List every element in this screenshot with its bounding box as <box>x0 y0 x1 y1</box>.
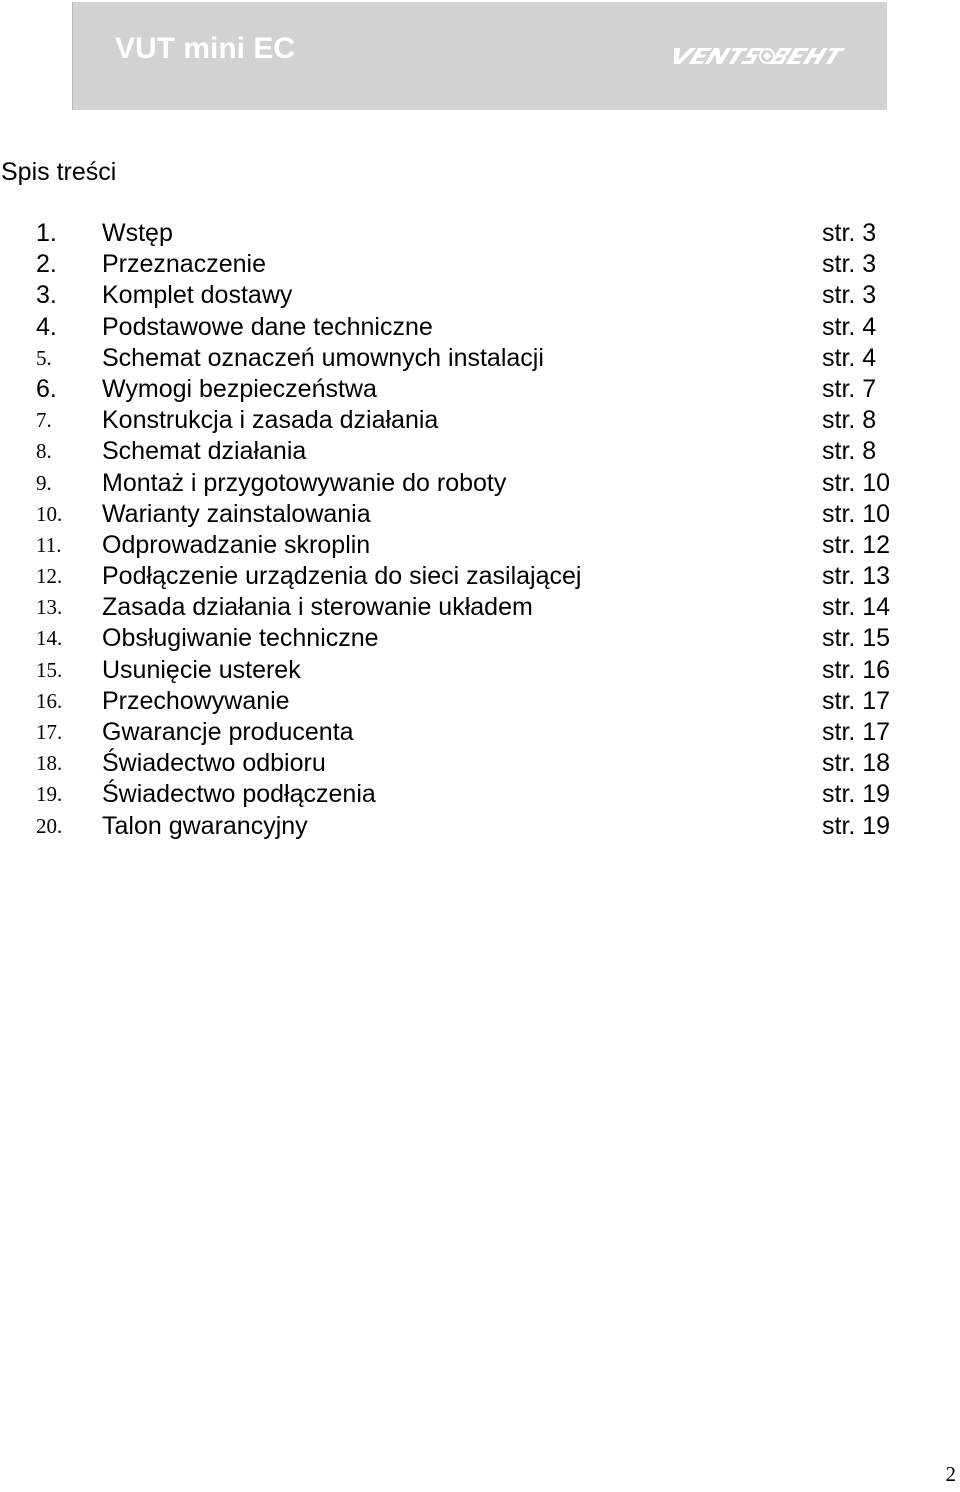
toc-item <box>0 280 960 311</box>
toc-item-page: str. 17 <box>822 686 891 715</box>
toc-item-title: Świadectwo odbioru <box>102 749 326 778</box>
toc-item-number: 1. <box>36 219 57 247</box>
toc-item-number: 20. <box>36 813 63 838</box>
toc-item-number: 7. <box>36 408 52 433</box>
toc-item-page: str. 18 <box>822 749 891 778</box>
toc-item-title: Świadectwo podłączenia <box>102 780 376 809</box>
toc-item-title: Konstrukcja i zasada działania <box>102 406 439 435</box>
toc-item-page: str. 19 <box>822 780 891 809</box>
toc-item-title: Schemat działania <box>102 437 307 466</box>
toc-item-page: str. 14 <box>822 593 891 622</box>
document-title: VUT mini EC <box>115 32 296 65</box>
toc-item <box>0 530 960 561</box>
table-of-contents <box>0 218 960 842</box>
toc-item-number: 3. <box>36 281 57 310</box>
toc-item-number: 8. <box>36 439 52 464</box>
toc-item-title: Przechowywanie <box>102 686 290 715</box>
toc-item <box>0 218 960 249</box>
toc-item-number: 10. <box>36 501 63 526</box>
toc-item <box>0 623 960 654</box>
toc-item <box>0 312 960 343</box>
toc-item <box>0 249 960 280</box>
header-band <box>72 2 887 110</box>
toc-item-title: Wstęp <box>102 219 173 247</box>
toc-item-title: Talon gwarancyjny <box>102 811 308 840</box>
toc-item-page: str. 13 <box>822 562 891 591</box>
toc-item-number: 17. <box>36 720 63 744</box>
toc-item-page: str. 15 <box>822 624 891 653</box>
toc-item-page: str. 3 <box>822 250 877 279</box>
toc-item-title: Warianty zainstalowania <box>102 499 371 528</box>
toc-item-page: str. 3 <box>822 219 877 247</box>
toc-item-number: 2. <box>36 250 57 279</box>
toc-heading: Spis treści <box>1 158 117 186</box>
toc-item-title: Przeznaczenie <box>102 250 266 279</box>
toc-item-number: 5. <box>36 345 52 370</box>
toc-item-title: Schemat oznaczeń umownych instalacji <box>102 343 544 372</box>
toc-item <box>0 343 960 374</box>
toc-item <box>0 468 960 499</box>
toc-item-title: Wymogi bezpieczeństwa <box>102 374 377 403</box>
toc-item-number: 16. <box>36 688 63 713</box>
toc-item <box>0 592 960 623</box>
toc-item-number: 18. <box>36 751 63 776</box>
toc-item <box>0 779 960 810</box>
toc-item-number: 11. <box>36 532 62 557</box>
toc-item-page: str. 8 <box>822 437 877 466</box>
toc-item-page: str. 3 <box>822 281 877 310</box>
toc-item-page: str. 16 <box>822 655 891 684</box>
toc-item-number: 6. <box>36 374 57 403</box>
toc-item <box>0 436 960 467</box>
toc-item-title: Usunięcie usterek <box>102 655 301 684</box>
toc-item-page: str. 7 <box>822 374 877 403</box>
toc-item-page: str. 4 <box>822 312 877 341</box>
toc-item-number: 13. <box>36 595 63 620</box>
toc-item-title: Montaż i przygotowywanie do roboty <box>102 468 507 497</box>
toc-item-title: Podłączenie urządzenia do sieci zasilającej <box>102 562 582 591</box>
toc-item-number: 9. <box>36 470 52 495</box>
toc-item <box>0 374 960 405</box>
toc-item-page: str. 12 <box>822 530 891 559</box>
toc-item-page: str. 10 <box>822 499 891 528</box>
page-number: 2 <box>945 1462 956 1486</box>
toc-item-page: str. 17 <box>822 718 891 746</box>
toc-item-title: Podstawowe dane techniczne <box>102 312 433 341</box>
toc-item-page: str. 19 <box>822 811 891 840</box>
toc-item-title: Komplet dostawy <box>102 281 293 310</box>
toc-item-number: 19. <box>36 782 63 807</box>
toc-item-number: 4. <box>36 312 57 341</box>
toc-item-title: Gwarancje producenta <box>102 718 354 746</box>
toc-item <box>0 717 960 748</box>
toc-item-title: Obsługiwanie techniczne <box>102 624 379 653</box>
toc-item <box>0 655 960 686</box>
toc-item <box>0 499 960 530</box>
toc-item <box>0 405 960 436</box>
toc-item-number: 12. <box>36 564 63 589</box>
toc-item <box>0 748 960 779</box>
toc-item <box>0 811 960 842</box>
toc-item-number: 15. <box>36 657 63 682</box>
toc-item <box>0 561 960 592</box>
toc-item-title: Odprowadzanie skroplin <box>102 530 371 559</box>
toc-item-title: Zasada działania i sterowanie układem <box>102 593 533 622</box>
toc-item-page: str. 4 <box>822 343 877 372</box>
toc-item <box>0 686 960 717</box>
toc-item-number: 14. <box>36 626 63 651</box>
brand-logo <box>667 42 847 68</box>
toc-item-page: str. 8 <box>822 406 877 435</box>
toc-item-page: str. 10 <box>822 468 891 497</box>
